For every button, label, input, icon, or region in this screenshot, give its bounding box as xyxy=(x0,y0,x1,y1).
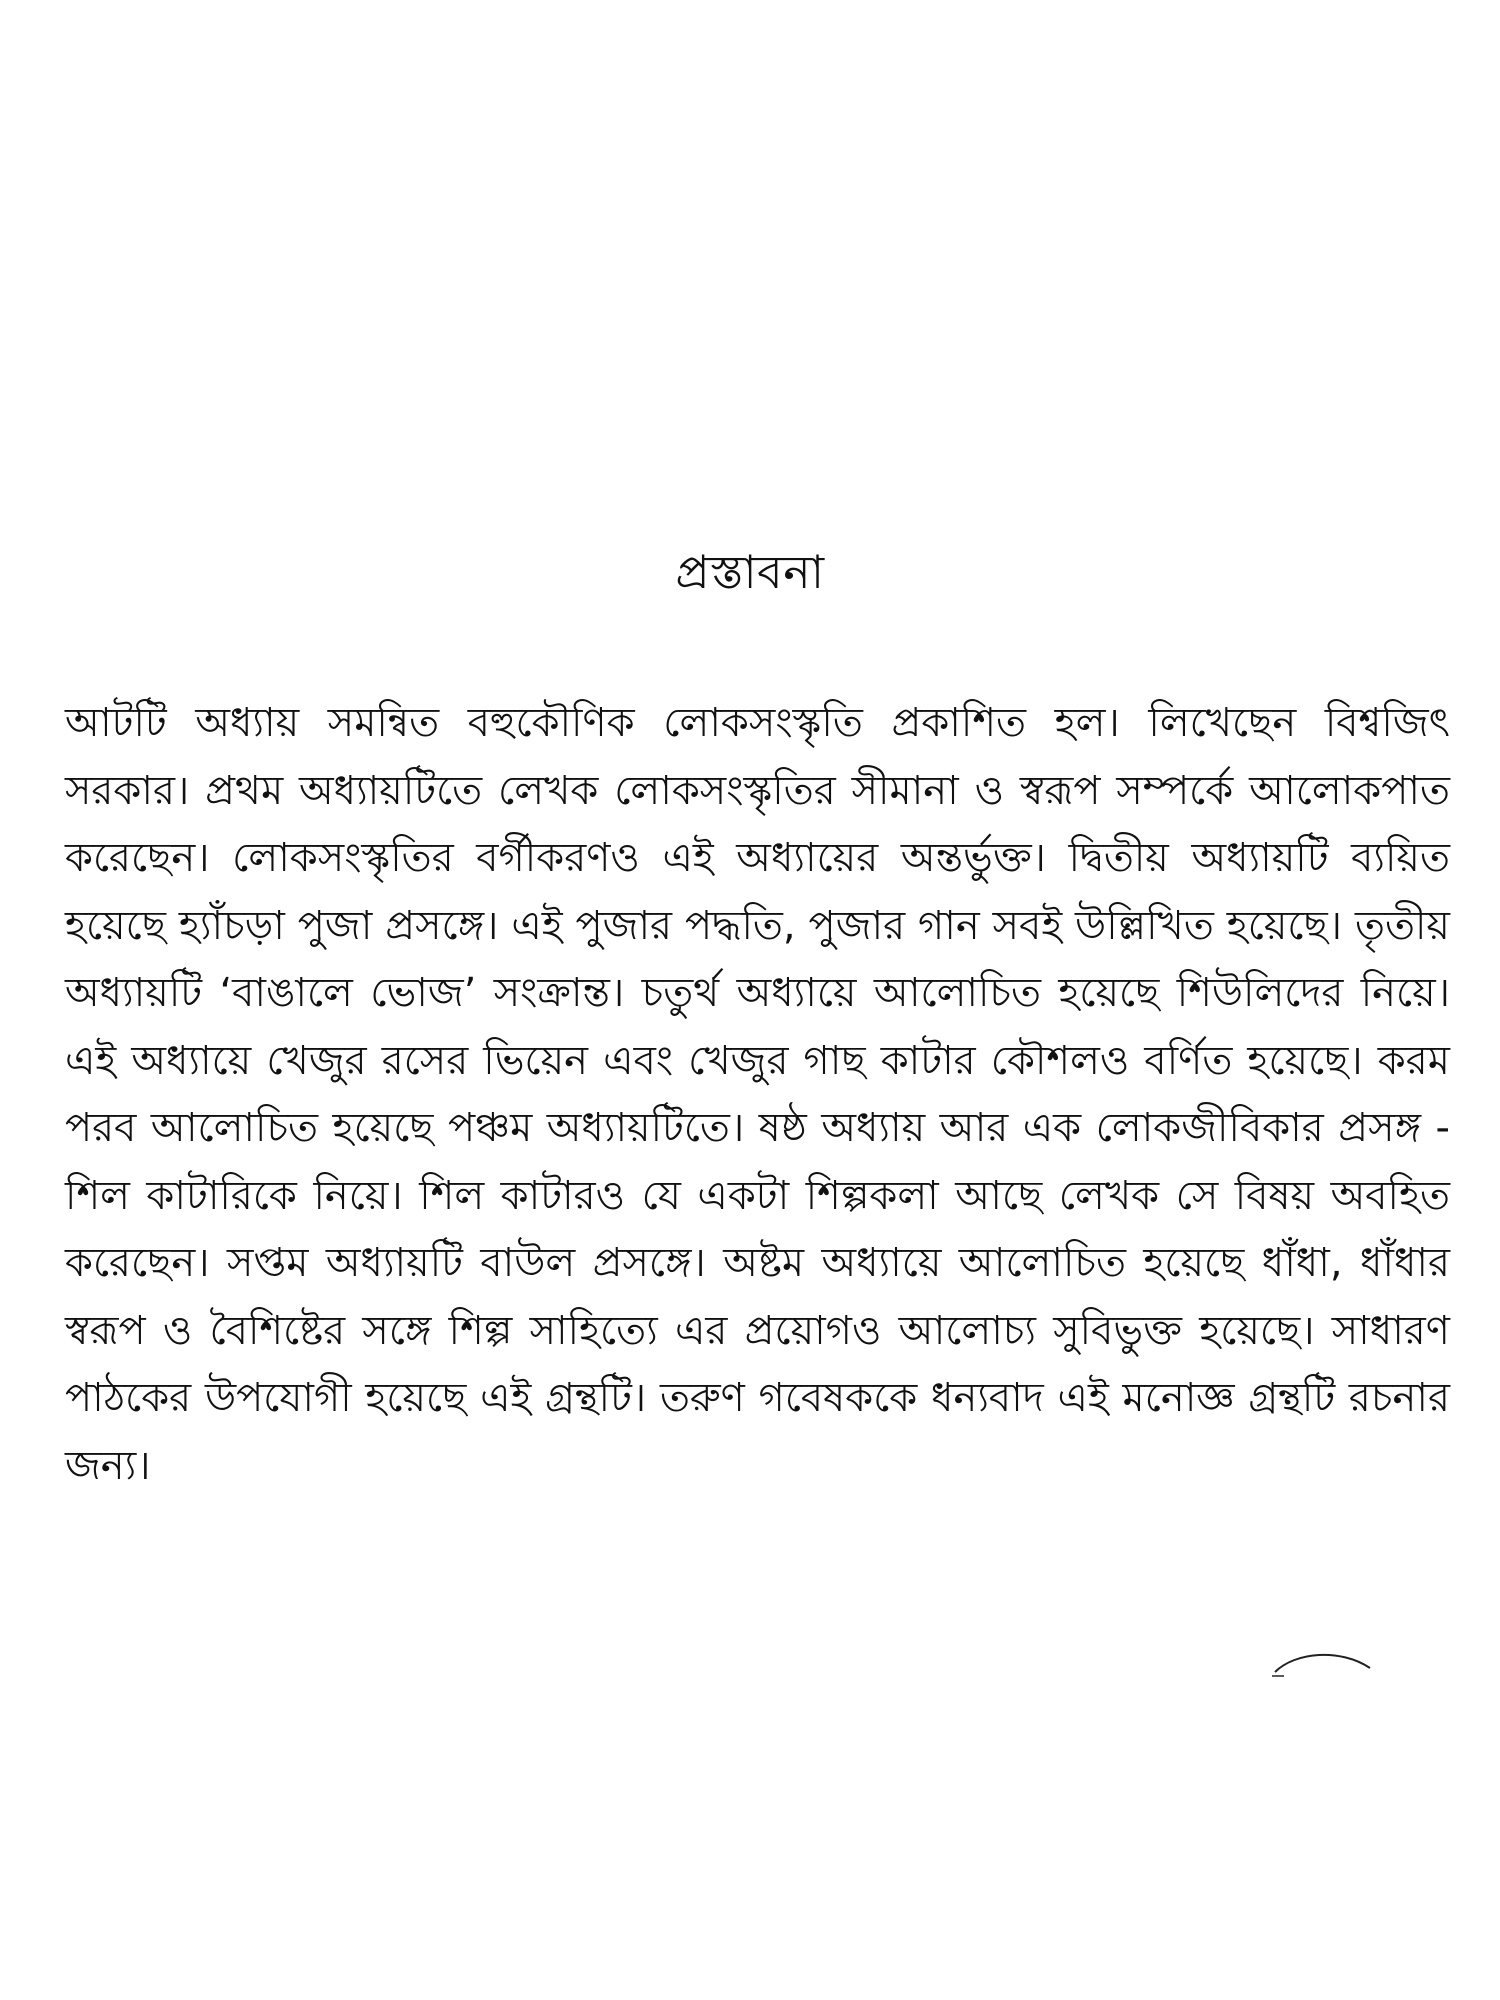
page-title: প্রস্তাবনা xyxy=(675,545,825,599)
signature-mark xyxy=(1270,1640,1380,1680)
body-paragraph: আটটি অধ্যায় সমন্বিত বহুকৌণিক লোকসংস্কৃতি প্রকাশিত হল। লিখেছেন বিশ্বজিৎ সরকার। প্রথম অধ্যায়টিতে লেখক লোকসংস্কৃতির সীমানা ও স্বরূপ সম্পর্কে আলোকপাত করেছেন। লোকসংস্কৃতির বর্গীকরণও এই অধ্যায়ের অন্তর্ভুক্ত। দ্বিতীয় অধ্যায়টি ব্যয়িত হয়েছে হ্যাঁচড়া পুজা প্রসঙ্গে। এই পুজার পদ্ধতি, পুজার গান সবই উল্লিখিত হয়েছে। তৃতীয় অধ্যায়টি ‘বাঙালে ভোজ’ সংক্রান্ত। চতুর্থ অধ্যায়ে আলোচিত হয়েছে শিউলিদের নিয়ে। এই অধ্যায়ে খেজুর রসের ভিয়েন এবং খেজুর গাছ কাটার কৌশলও বর্ণিত হয়েছে। করম পরব আলোচিত হয়েছে পঞ্চম অধ্যায়টিতে। ষষ্ঠ অধ্যায় আর এক লোকজীবিকার প্রসঙ্গ - শিল কাটারিকে নিয়ে। শিল কাটারও যে একটা শিল্পকলা আছে লেখক সে বিষয় অবহিত করেছেন। সপ্তম অধ্যায়টি বাউল প্রসঙ্গে। অষ্টম অধ্যায়ে আলোচিত হয়েছে ধাঁধা, ধাঁধার স্বরূপ ও বৈশিষ্টের সঙ্গে শিল্প সাহিত্যে এর প্রয়োগও আলোচ্য সুবিভুক্ত হয়েছে। সাধারণ পাঠকের উপযোগী হয়েছে এই গ্রন্থটি। তরুণ গবেষককে ধন্যবাদ এই মনোজ্ঞ গ্রন্থটি রচনার জন্য। xyxy=(65,700,1450,1489)
